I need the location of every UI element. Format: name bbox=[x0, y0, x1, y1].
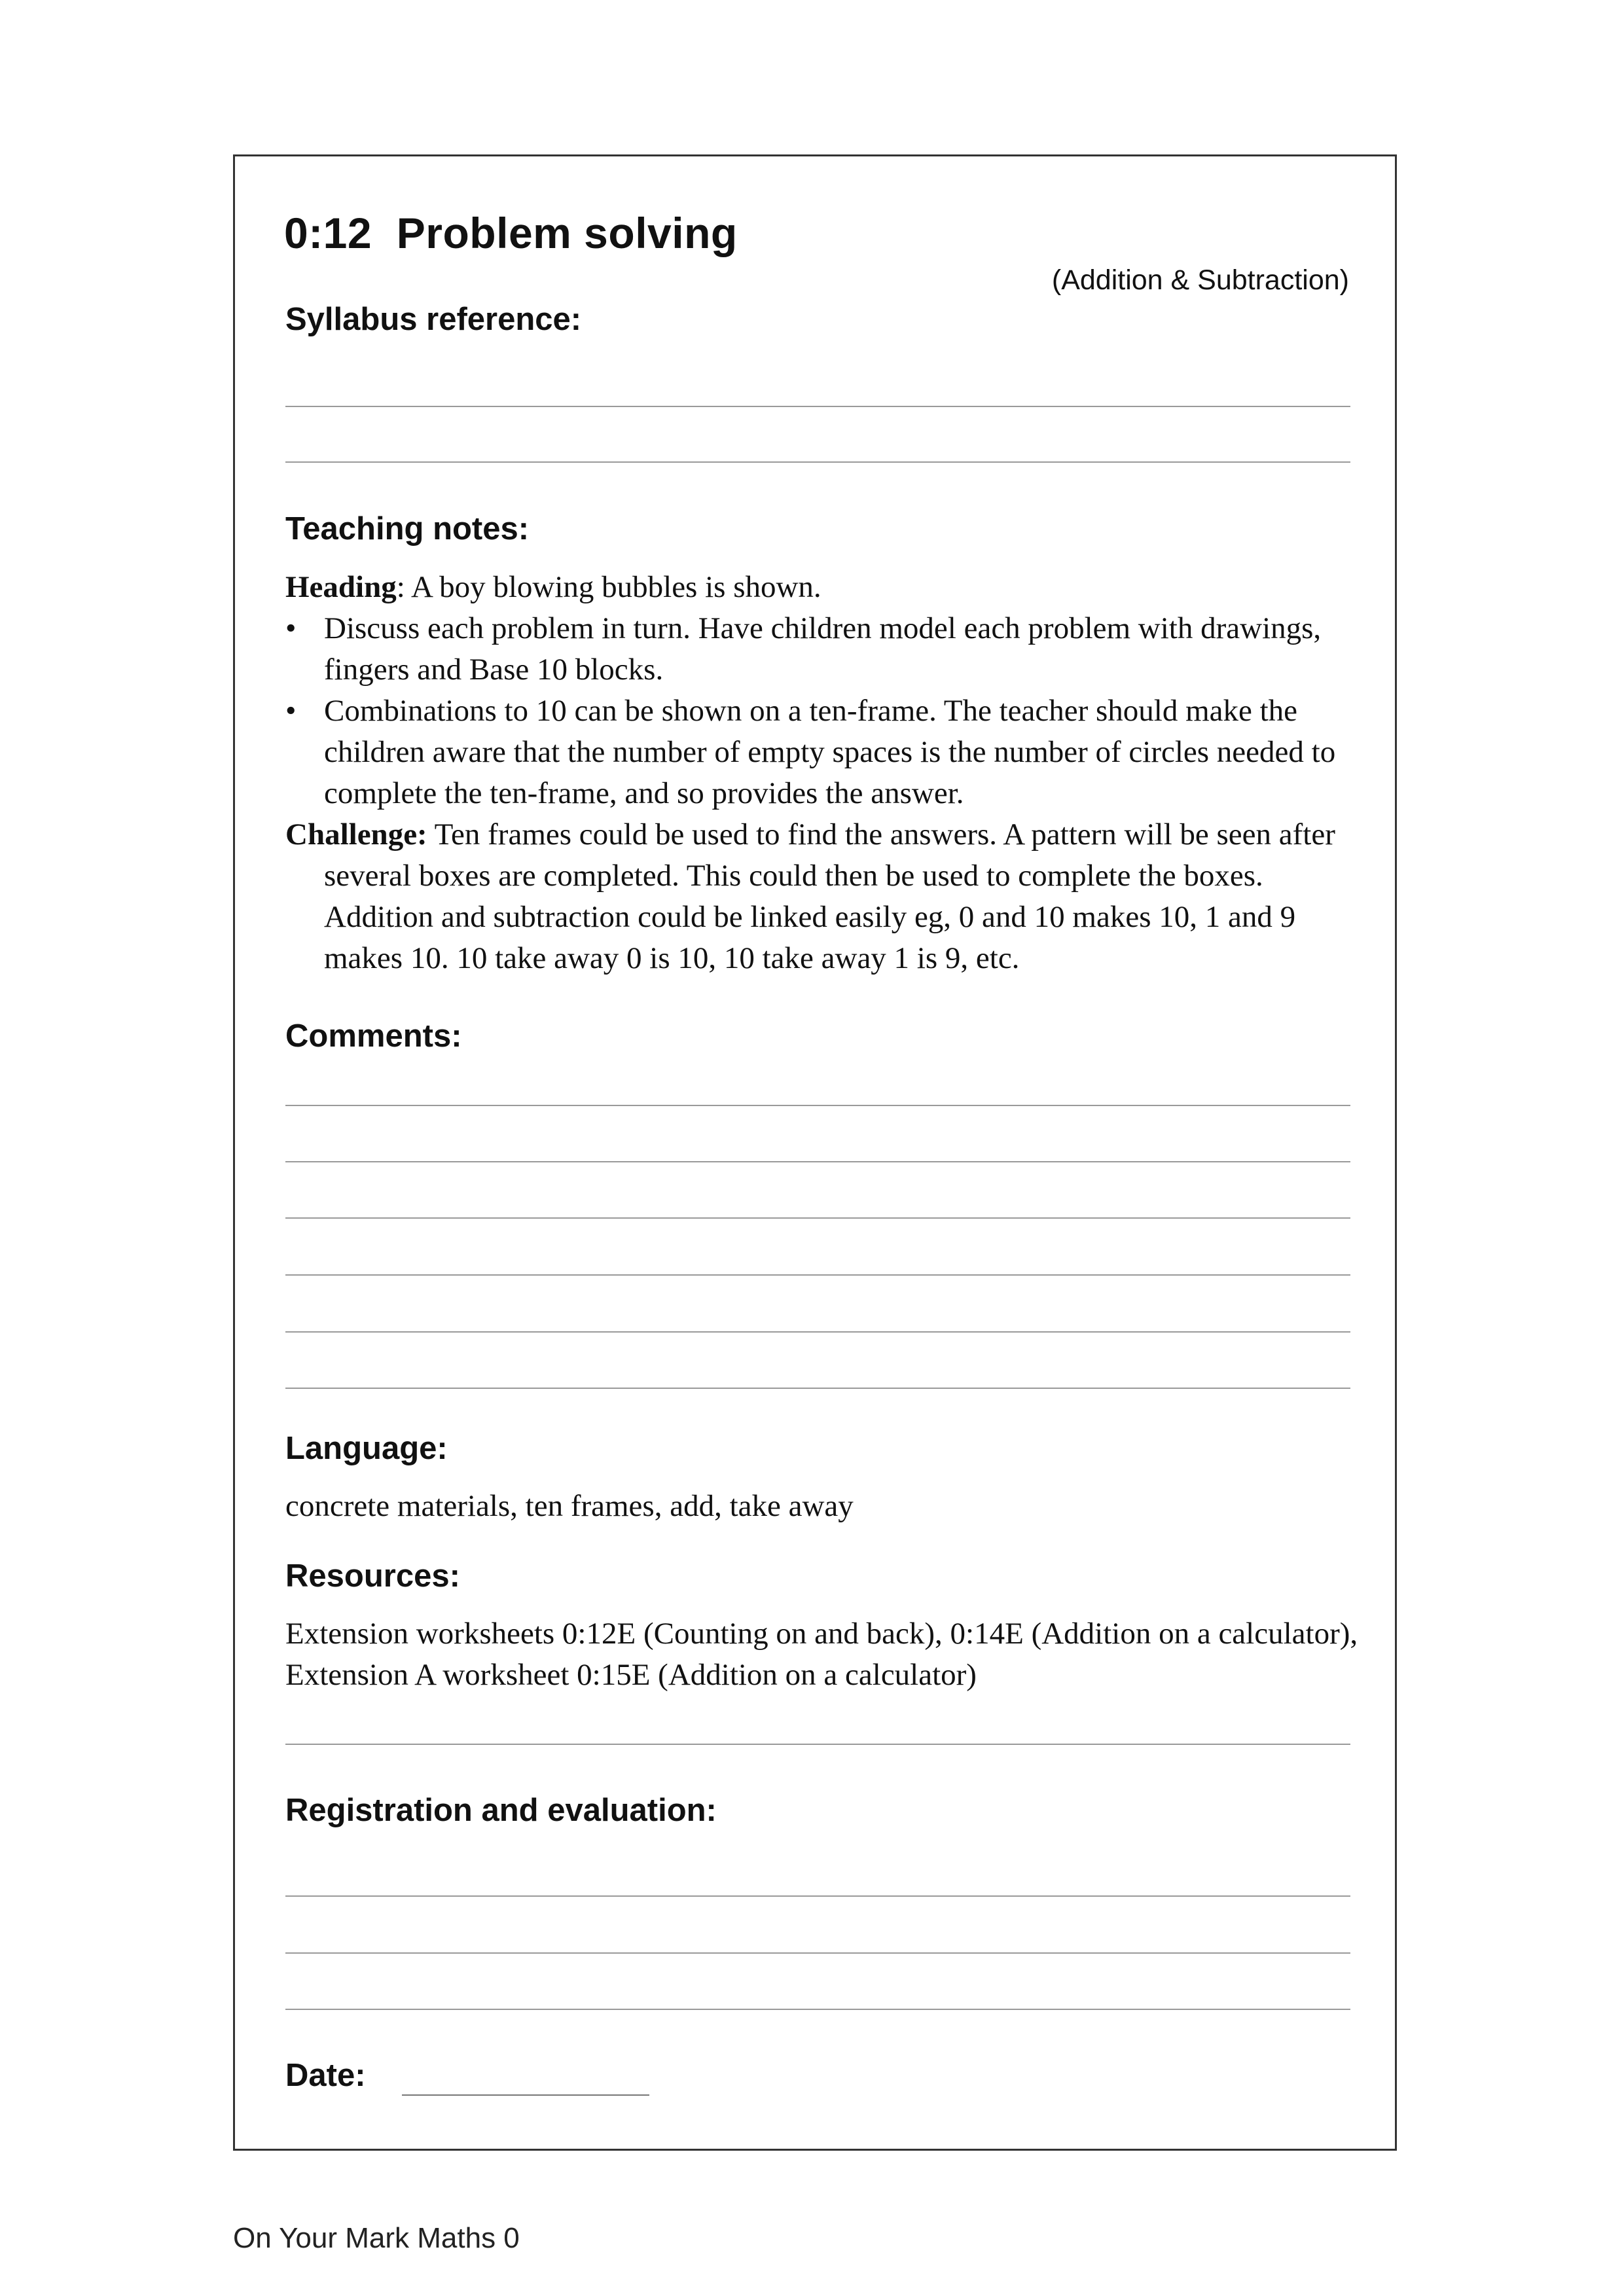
bullet-dot: • bbox=[285, 611, 297, 645]
comments-line-1[interactable] bbox=[285, 1105, 1350, 1106]
syllabus-line-2[interactable] bbox=[285, 461, 1350, 463]
comments-line-3[interactable] bbox=[285, 1217, 1350, 1219]
challenge-label: Challenge: bbox=[285, 817, 427, 852]
resources-heading: Resources: bbox=[285, 1558, 460, 1594]
page-footer: On Your Mark Maths 0 bbox=[233, 2222, 520, 2254]
language-text: concrete materials, ten frames, add, take away bbox=[285, 1489, 854, 1523]
comments-line-2[interactable] bbox=[285, 1161, 1350, 1162]
syllabus-line-1[interactable] bbox=[285, 406, 1350, 407]
date-label: Date: bbox=[285, 2058, 366, 2093]
registration-line-3[interactable] bbox=[285, 2009, 1350, 2010]
resources-line[interactable] bbox=[285, 1744, 1350, 1745]
note-bullet-2 bbox=[285, 691, 1365, 814]
challenge-note bbox=[285, 814, 1365, 979]
teaching-notes-body bbox=[285, 567, 1365, 979]
topic-subtitle: (Addition & Subtraction) bbox=[1051, 264, 1349, 296]
heading-text: : A boy blowing bubbles is shown. bbox=[396, 570, 821, 604]
language-heading: Language: bbox=[285, 1431, 448, 1466]
resources-text: Extension worksheets 0:12E (Counting on and back), 0:14E (Addition on a calculator), Extension A worksheet 0:15E (Addition on a calculator) bbox=[285, 1617, 1358, 1692]
comments-line-5[interactable] bbox=[285, 1331, 1350, 1333]
note-bullet-1 bbox=[285, 608, 1365, 691]
heading-label: Heading bbox=[285, 570, 397, 604]
comments-line-6[interactable] bbox=[285, 1388, 1350, 1389]
registration-line-1[interactable] bbox=[285, 1895, 1350, 1897]
challenge-text: Ten frames could be used to find the answers. A pattern will be seen after several boxes are completed. This could then be used to complete the boxes. Addition and subtraction could be linked easily eg, 0 and 10 makes 10, 1 and 9 makes 10. 10 take away 0 is 10, 10 take away 1 is 9, etc. bbox=[324, 817, 1335, 975]
comments-heading: Comments: bbox=[285, 1018, 462, 1054]
bullet-text: Discuss each problem in turn. Have children model each problem with drawings, fingers and Base 10 blocks. bbox=[324, 611, 1322, 687]
syllabus-heading: Syllabus reference: bbox=[285, 302, 582, 337]
registration-line-2[interactable] bbox=[285, 1952, 1350, 1954]
page-frame bbox=[233, 154, 1397, 2151]
teaching-notes-heading: Teaching notes: bbox=[285, 511, 530, 547]
bullet-dot: • bbox=[285, 694, 297, 728]
bullet-text: Combinations to 10 can be shown on a ten-frame. The teacher should make the children aware that the number of empty spaces is the number of circles needed to complete the ten-frame, and so provides the answer. bbox=[324, 694, 1336, 810]
date-input-line[interactable] bbox=[402, 2094, 649, 2096]
heading-note bbox=[285, 567, 1365, 608]
registration-heading: Registration and evaluation: bbox=[285, 1793, 717, 1828]
page-title: 0:12 Problem solving bbox=[284, 209, 738, 257]
comments-line-4[interactable] bbox=[285, 1274, 1350, 1276]
